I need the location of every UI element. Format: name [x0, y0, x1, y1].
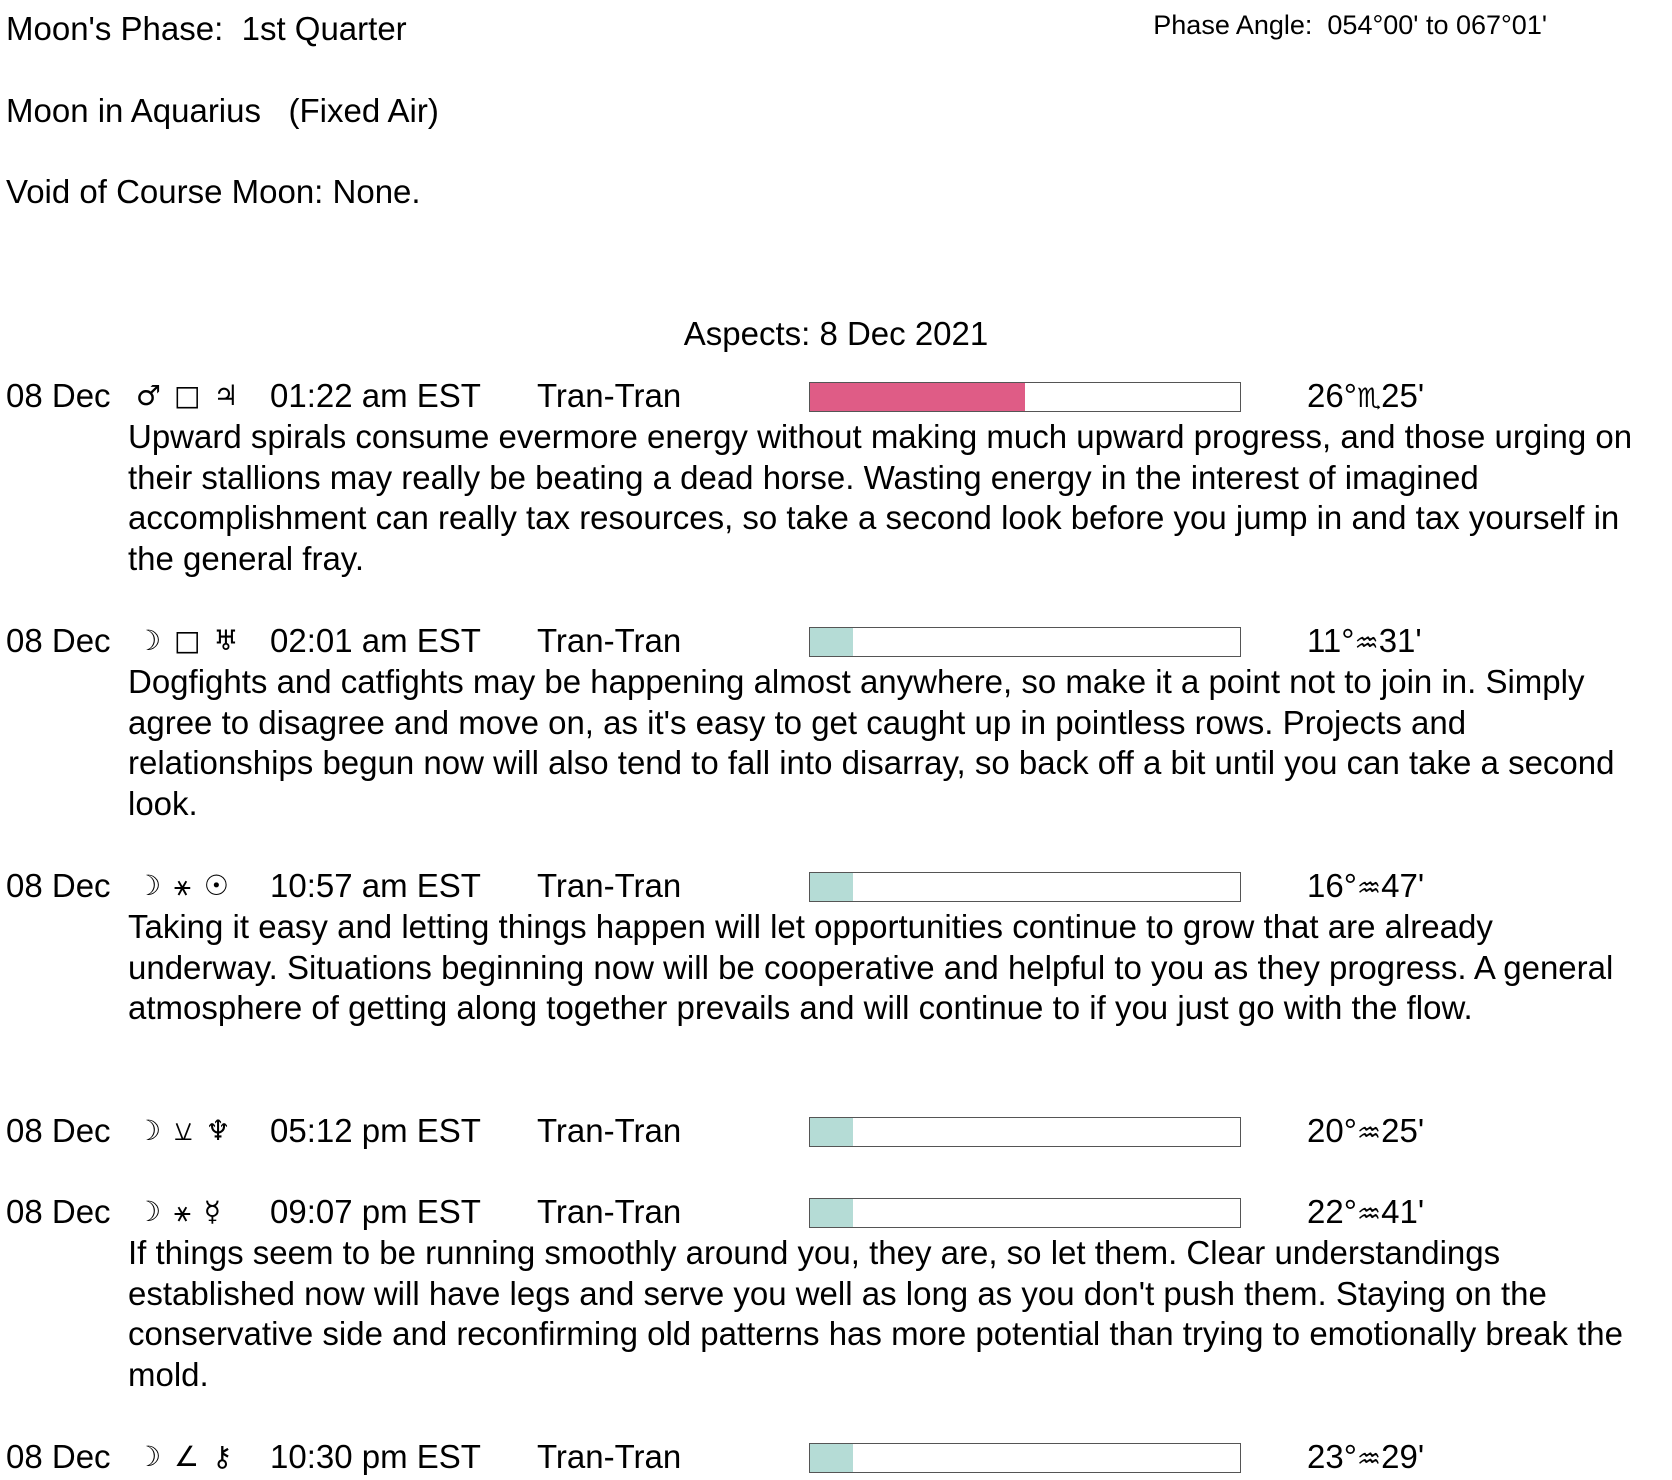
- aspect-type: Tran-Tran: [537, 377, 682, 414]
- aspect-row: [0, 866, 1672, 906]
- aspect-row: [0, 621, 1672, 661]
- strength-bar-fill: [810, 873, 853, 901]
- strength-bar-fill: [810, 383, 1025, 411]
- aspect-glyphs-icon: ☽ □ ♅: [136, 624, 241, 657]
- aspect-time: 02:01 am EST: [270, 622, 481, 659]
- aspect-row: [0, 1437, 1672, 1477]
- position-minutes: 47': [1381, 867, 1425, 904]
- aspect-glyphs-icon: ☽ ⚹ ☉: [136, 869, 231, 902]
- position-degree: 23°: [1307, 1438, 1357, 1475]
- aspect-time: 10:30 pm EST: [270, 1438, 481, 1475]
- strength-bar-fill: [810, 628, 853, 656]
- aspect-glyphs-icon: ☽ ∠ ⚷: [136, 1440, 235, 1473]
- strength-bar-fill: [810, 1444, 853, 1472]
- position-minutes: 31': [1378, 622, 1422, 659]
- aspect-date: 08 Dec: [6, 377, 111, 414]
- position-minutes: 29': [1381, 1438, 1425, 1475]
- zodiac-sign-icon: ♏: [1356, 383, 1382, 414]
- zodiac-sign-icon: ♒: [1354, 628, 1379, 659]
- aspect-position: [1307, 866, 1424, 909]
- aspect-time: 01:22 am EST: [270, 377, 481, 414]
- aspect-type: Tran-Tran: [537, 867, 682, 904]
- aspect-date: 08 Dec: [6, 1112, 111, 1149]
- strength-bar-fill: [810, 1118, 853, 1146]
- strength-bar: [809, 382, 1241, 412]
- aspect-date: 08 Dec: [6, 1438, 111, 1475]
- aspect-type: Tran-Tran: [537, 1112, 682, 1149]
- aspect-date: 08 Dec: [6, 1193, 111, 1230]
- aspect-description: Dogfights and catfights may be happening almost anywhere, so make it a point not to join in. Simply agree to disagree and move on, as it's easy to get caught up in pointless rows. Projects and relationships begun now will also tend to fall into disarray, so back off a bit until you can take a second look.: [128, 663, 1615, 822]
- aspect-row: [0, 1111, 1672, 1151]
- aspect-description: If things seem to be running smoothly around you, they are, so let them. Clear understandings established now will have legs and serve you well as long as you don't push them. Staying on the conservative side and reconfirming old patterns has more potential than trying to emotionally break the mold.: [128, 1234, 1623, 1393]
- aspect-glyphs-icon: ♂ □ ♃: [136, 379, 241, 412]
- strength-bar: [809, 1117, 1241, 1147]
- aspect-position: [1307, 376, 1424, 419]
- aspect-date: 08 Dec: [6, 867, 111, 904]
- aspect-time: 09:07 pm EST: [270, 1193, 481, 1230]
- moon-sign: Moon in Aquarius (Fixed Air): [6, 92, 439, 129]
- strength-bar-fill: [810, 1199, 853, 1227]
- aspect-position: [1307, 1192, 1424, 1235]
- aspect-time: 10:57 am EST: [270, 867, 481, 904]
- aspect-position: [1307, 1111, 1424, 1154]
- moon-phase: Moon's Phase: 1st Quarter: [6, 10, 407, 47]
- aspect-description: Upward spirals consume evermore energy without making much upward progress, and those urging on their stallions may really be beating a dead horse. Wasting energy in the interest of imagined accomplishment can really tax resources, so take a second look before you jump in and tax yourself in the general fray.: [128, 418, 1633, 577]
- position-minutes: 25': [1381, 1112, 1425, 1149]
- position-minutes: 41': [1381, 1193, 1425, 1230]
- zodiac-sign-icon: ♒: [1356, 873, 1382, 904]
- position-degree: 26°: [1307, 377, 1357, 414]
- aspects-title: Aspects: 8 Dec 2021: [683, 315, 989, 352]
- aspect-position: [1307, 621, 1422, 664]
- zodiac-sign-icon: ♒: [1356, 1118, 1382, 1149]
- aspect-type: Tran-Tran: [537, 1438, 682, 1475]
- strength-bar: [809, 1198, 1241, 1228]
- void-of-course: Void of Course Moon: None.: [6, 173, 421, 210]
- phase-angle: Phase Angle: 054°00' to 067°01': [1153, 10, 1547, 40]
- aspect-type: Tran-Tran: [537, 622, 682, 659]
- zodiac-sign-icon: ♒: [1356, 1199, 1382, 1230]
- aspect-row: [0, 1192, 1672, 1232]
- aspect-position: [1307, 1437, 1424, 1480]
- position-degree: 16°: [1307, 867, 1357, 904]
- position-degree: 11°: [1307, 622, 1355, 659]
- aspect-row: [0, 376, 1672, 416]
- aspect-glyphs-icon: ☽ ⚹ ☿: [136, 1195, 223, 1228]
- strength-bar: [809, 627, 1241, 657]
- strength-bar: [809, 1443, 1241, 1473]
- position-degree: 20°: [1307, 1112, 1357, 1149]
- aspect-description: Taking it easy and letting things happen will let opportunities continue to grow that are already underway. Situations beginning now will be cooperative and helpful to you as they progress. A general atmosphere of getting along together prevails and will continue to if you just go with the flow.: [128, 908, 1614, 1026]
- aspect-type: Tran-Tran: [537, 1193, 682, 1230]
- zodiac-sign-icon: ♒: [1356, 1444, 1382, 1475]
- aspect-date: 08 Dec: [6, 622, 111, 659]
- aspect-glyphs-icon: ☽ ⚺ ♆: [136, 1114, 233, 1147]
- position-minutes: 25': [1381, 377, 1425, 414]
- position-degree: 22°: [1307, 1193, 1357, 1230]
- strength-bar: [809, 872, 1241, 902]
- aspect-time: 05:12 pm EST: [270, 1112, 481, 1149]
